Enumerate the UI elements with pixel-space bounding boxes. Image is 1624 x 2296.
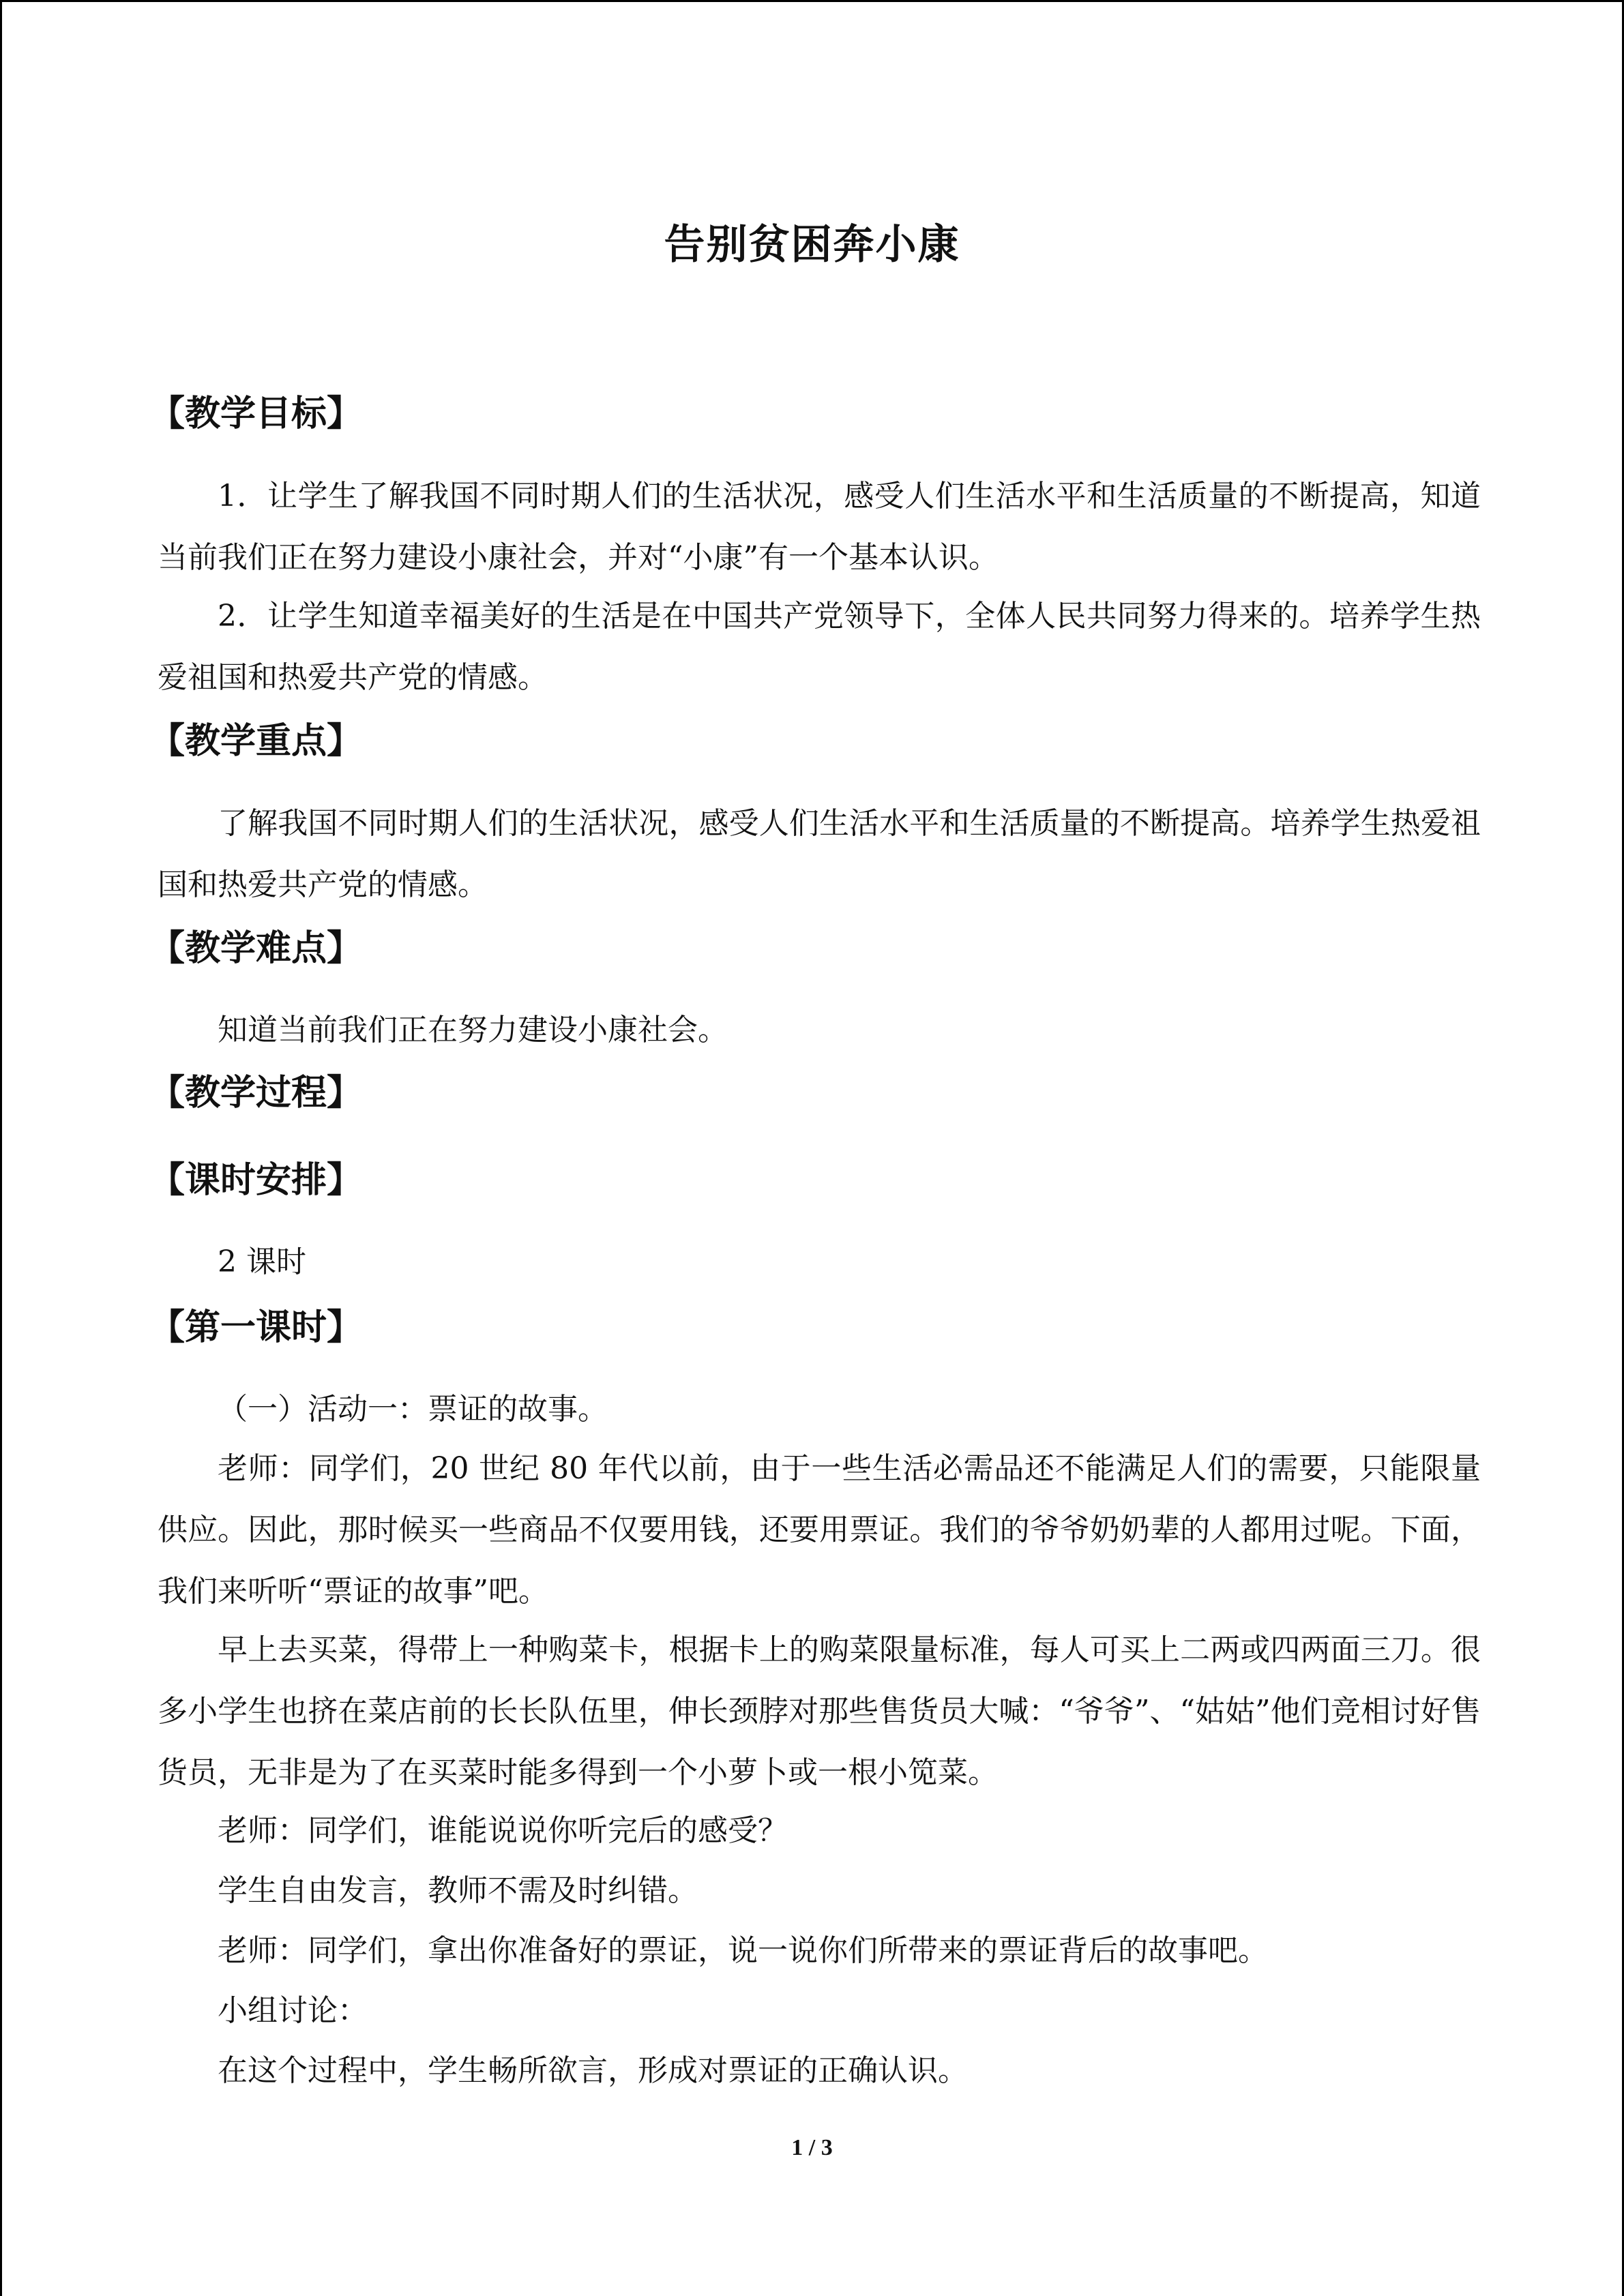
difficulties-text: 知道当前我们正在努力建设小康社会。 — [218, 1013, 728, 1047]
section-heading-lesson-one: 【第一课时】 — [149, 1307, 363, 1348]
section-heading-process: 【教学过程】 — [149, 1073, 363, 1114]
teacher-question: 老师：同学们，谁能说说你听完后的感受？ — [218, 1813, 788, 1848]
objective-item-2: 2．让学生知道幸福美好的生活是在中国共产党领导下，全体人民共同努力得来的。培养学生热爱祖国和热爱共产党的情感。 — [158, 599, 1481, 695]
student-response: 学生自由发言，教师不需及时纠错。 — [218, 1873, 698, 1908]
page-number: 1 / 3 — [791, 2135, 833, 2160]
section-heading-difficulties: 【教学难点】 — [149, 928, 363, 969]
ticket-story: 早上去买菜，得带上一种购菜卡，根据卡上的购菜限量标准，每人可买上二两或四两面三刀。很多小学生也挤在菜店前的长长队伍里，伸长颈脖对那些售货员大喊：“爷爷”、“姑姑”他们竞相讨好售货员，无非是为了在买菜时能多得到一个小萝卜或一根小笕菜。 — [158, 1632, 1481, 1790]
teacher-intro: 老师：同学们，20 世纪 80 年代以前，由于一些生活必需品还不能满足人们的需要，只能限量供应。因此，那时候买一些商品不仅要用钱，还要用票证。我们的爷爷奶奶辈的人都用过呢。下面，我们来听听“票证的故事”吧。 — [158, 1451, 1481, 1609]
schedule-text: 2 课时 — [218, 1244, 306, 1279]
group-discussion: 小组讨论： — [218, 1993, 368, 2028]
document-title: 告别贫困奔小康 — [664, 221, 960, 269]
objective-item-1: 1．让学生了解我国不同时期人们的生活状况，感受人们生活水平和生活质量的不断提高，知道当前我们正在努力建设小康社会，并对“小康”有一个基本认识。 — [158, 479, 1481, 575]
teacher-task: 老师：同学们，拿出你准备好的票证，说一说你们所带来的票证背后的故事吧。 — [218, 1933, 1268, 1968]
section-heading-schedule: 【课时安排】 — [149, 1160, 363, 1201]
conclusion-text: 在这个过程中，学生畅所欲言，形成对票证的正确认识。 — [218, 2053, 968, 2088]
key-points-text: 了解我国不同时期人们的生活状况，感受人们生活水平和生活质量的不断提高。培养学生热爱祖国和热爱共产党的情感。 — [158, 806, 1481, 902]
activity-title: （一）活动一：票证的故事。 — [218, 1392, 608, 1427]
section-heading-key-points: 【教学重点】 — [149, 721, 363, 762]
section-heading-objectives: 【教学目标】 — [149, 393, 363, 434]
